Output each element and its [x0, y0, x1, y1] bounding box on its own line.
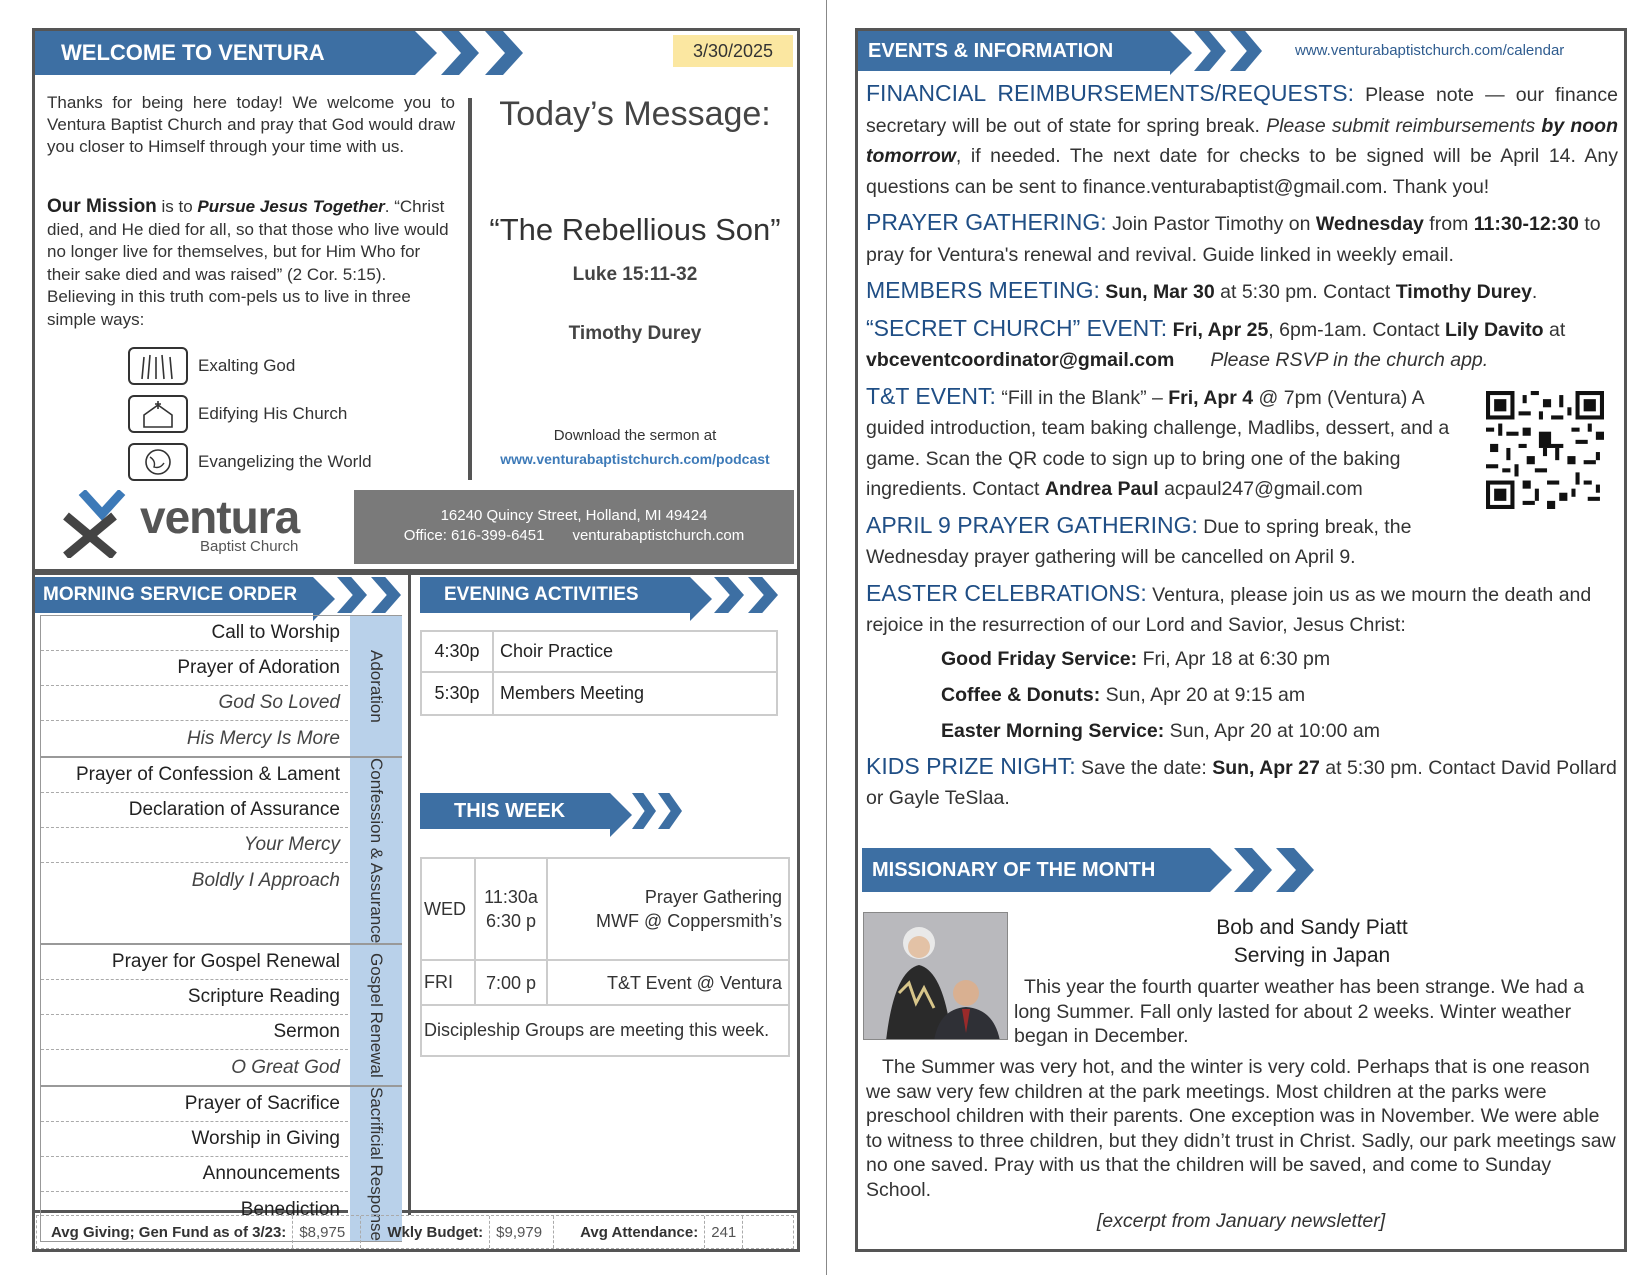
chevron-icon: [1276, 848, 1314, 892]
sermon-preacher: Timothy Durey: [568, 323, 702, 344]
event-title: APRIL 9 PRAYER GATHERING:: [866, 511, 1198, 538]
event-text: acpaul247@gmail.com: [1158, 478, 1363, 500]
event-members: [866, 275, 1618, 308]
chevron-icon: [748, 577, 778, 613]
way-evangelizing: [128, 438, 372, 486]
bulletin-date: 3/30/2025: [673, 35, 793, 67]
event-title: MEMBERS MEETING:: [866, 277, 1100, 303]
this-week-table: [420, 857, 790, 1057]
service-order-header: [35, 577, 401, 613]
event-text: Join Pastor Timothy on: [1106, 213, 1316, 235]
three-ways-list: [128, 342, 372, 486]
service-order-label: MORNING SERVICE ORDER: [35, 577, 313, 613]
evening-time: 4:30p: [422, 632, 494, 671]
way-label: Evangelizing the World: [198, 452, 372, 471]
event-title: KIDS PRIZE NIGHT:: [866, 752, 1076, 779]
event-text: at 5:30 pm. Contact: [1214, 281, 1396, 303]
mission-value: Pursue Jesus Together: [197, 197, 385, 216]
event-title: “SECRET CHURCH” EVENT:: [866, 314, 1168, 341]
evening-name: Members Meeting: [500, 683, 645, 703]
service-items: [41, 616, 348, 756]
service-item: Benediction: [240, 1198, 340, 1220]
contact-box: [354, 490, 794, 564]
chevron-icon: [1234, 848, 1272, 892]
mission-statement: [47, 196, 455, 331]
event-text: vbceventcoordinator@gmail.com: [866, 349, 1175, 371]
service-item: Prayer of Adoration: [41, 651, 348, 686]
event-text: to pray for Ventura's renewal and revival. Guide linked in weekly email.: [866, 213, 1601, 266]
event-title: FINANCIAL REIMBURSEMENTS/REQUESTS:: [866, 80, 1354, 106]
week-day: FRI: [422, 961, 476, 1004]
logo-wordmark: ventura: [140, 491, 300, 543]
easter-item: [866, 713, 1618, 749]
event-april9: [866, 510, 1466, 573]
service-item: Declaration of Assurance: [41, 793, 348, 828]
evening-table: [420, 630, 778, 716]
chevron-icon: [658, 793, 682, 829]
week-event: Prayer Gathering: [644, 887, 782, 907]
event-text: Coffee & Donuts:: [941, 683, 1101, 706]
event-text: Andrea Paul: [1044, 478, 1159, 500]
event-text: Good Friday Service:: [941, 647, 1138, 670]
church-icon: [128, 395, 188, 433]
event-easter: [866, 578, 1618, 641]
missionary-name: Bob and Sandy Piatt: [1216, 916, 1408, 939]
service-items: [41, 758, 348, 943]
event-text: Save the date:: [1075, 756, 1213, 779]
week-row: [422, 859, 788, 961]
event-text: at: [1543, 318, 1566, 341]
attendance-value: 241: [705, 1216, 743, 1248]
mission-label: Our Mission: [47, 196, 157, 217]
event-text: Timothy Durey: [1395, 281, 1532, 303]
week-row: [422, 961, 788, 1006]
event-title: PRAYER GATHERING:: [866, 209, 1107, 235]
church-address: 16240 Quincy Street, Holland, MI 49424: [440, 507, 708, 524]
chevron-icon: [632, 793, 656, 829]
qr-code-icon[interactable]: [1486, 391, 1604, 509]
message-divider: [468, 98, 472, 480]
week-times: [476, 859, 548, 959]
evening-header: [420, 577, 778, 613]
event-secret-church: [866, 313, 1618, 376]
attendance-label: Avg Attendance:: [554, 1216, 705, 1248]
service-song: O Great God: [231, 1056, 340, 1078]
evening-time: 5:30p: [422, 673, 494, 714]
service-section-text: Adoration: [367, 649, 386, 723]
service-song: God So Loved: [41, 686, 348, 721]
budget-label: Wkly Budget:: [361, 1216, 490, 1248]
event-text: Lily Davito: [1444, 318, 1544, 341]
service-section-text: Confession & Assurance: [367, 758, 386, 944]
week-times: [476, 961, 548, 1004]
evening-row: [422, 673, 776, 714]
ventura-logo: [62, 490, 332, 560]
service-group: [40, 757, 402, 944]
hands-raised-icon: [128, 347, 188, 385]
event-text: Please RSVP in the church app.: [1210, 349, 1489, 371]
chevron-icon: [1230, 31, 1262, 71]
sermon-title: “The Rebellious Son”: [489, 212, 781, 247]
service-item: Prayer for Gospel Renewal: [41, 945, 348, 980]
week-events: [548, 961, 788, 1004]
service-item: Worship in Giving: [41, 1122, 348, 1157]
chevron-icon: [1194, 31, 1226, 71]
missionary-photo: [863, 912, 1008, 1040]
this-week-header: [420, 793, 682, 829]
sermon-scripture: Luke 15:11-32: [572, 264, 698, 285]
missionary-header: [862, 848, 1314, 892]
service-group: [40, 615, 402, 757]
todays-message-heading: Today’s Message:: [499, 95, 771, 133]
event-text: Wednesday: [1315, 213, 1424, 235]
event-text: Sun, Mar 30: [1099, 281, 1215, 303]
service-section-label: [348, 945, 402, 1085]
service-item: Announcements: [41, 1157, 348, 1192]
event-text: by noon tomorrow: [866, 114, 1618, 167]
ventura-logo-mark: [62, 490, 142, 558]
service-item: Prayer of Confession & Lament: [41, 758, 348, 793]
service-song: Your Mercy: [41, 828, 348, 863]
service-item: Sermon: [41, 1015, 348, 1050]
missionary-header-label: MISSIONARY OF THE MONTH: [862, 848, 1210, 892]
welcome-header: [35, 31, 523, 75]
service-song: Boldly I Approach: [191, 869, 340, 891]
missionary-names: [1012, 914, 1612, 970]
event-text: at 5:30 pm. Contact David Pollard or Gayle TeSlaa.: [866, 756, 1617, 809]
easter-item: [866, 677, 1618, 713]
missionary-paragraph-2: The Summer was very hot, and the winter is very cold. Perhaps that is one reason we saw very few children at the park meetings. Most children at the parks were preschool children with their parents. One exception was in November. We were able to witness to three children, but they didn’t trust in Christ. Sadly, our park meetings saw no one saved. Pray with us that the children will be saved, and come to Sunday School.: [866, 1056, 1616, 1201]
chevron-icon: [337, 577, 367, 613]
event-text: Please submit reimbursements: [1266, 114, 1542, 137]
chevron-icon: [714, 577, 744, 613]
event-text: “Fill in the Blank” –: [995, 386, 1169, 409]
event-text: Sun, Apr 20 at 10:00 am: [1164, 719, 1380, 742]
service-item: Prayer of Sacrifice: [41, 1087, 348, 1122]
event-text: Fri, Apr 18 at 6:30 pm: [1137, 647, 1331, 670]
service-order-table: [40, 615, 402, 1242]
event-tt: [866, 381, 1451, 505]
missionary-paragraph-1: This year the fourth quarter weather has been strange. We had a long Summer. Fall only lasted for about 2 weeks. Winter weather began in December.: [1014, 976, 1585, 1047]
service-items: [41, 945, 348, 1085]
event-text: , if needed. The next date for checks to be signed will be April 14. Any questions can be sent to finance.venturabaptist@gmail.com. Thank you!: [866, 145, 1618, 198]
event-prayer: [866, 207, 1618, 270]
event-title: T&T EVENT:: [866, 382, 996, 409]
mission-body: . “Christ died, and He died for all, so that those who live would no longer live for themselves, but for Him Who for their sake died and was raised” (2 Cor. 5:15). Believing in this truth com-pels us to live in three simple ways:: [47, 197, 449, 329]
chevron-icon: [485, 31, 523, 75]
giving-value: $8,975: [293, 1216, 361, 1248]
way-edifying: [128, 390, 372, 438]
mission-is: is to: [156, 197, 198, 216]
event-text: Ventura, please join us as we mourn the death and rejoice in the resurrection of our Lord and Savior, Jesus Christ:: [866, 583, 1592, 636]
giving-label: Avg Giving; Gen Fund as of 3/23:: [37, 1216, 293, 1248]
week-time: 7:00 p: [485, 972, 537, 993]
chevron-icon: [371, 577, 401, 613]
this-week-label: THIS WEEK: [420, 793, 610, 829]
evening-header-label: EVENING ACTIVITIES: [420, 577, 690, 613]
service-item: Call to Worship: [41, 616, 348, 651]
week-events: [548, 859, 788, 959]
event-text: Due to spring break, the Wednesday prayer gathering will be cancelled on April 9.: [866, 515, 1412, 568]
service-group: [40, 944, 402, 1086]
globe-icon: [128, 443, 188, 481]
way-label: Edifying His Church: [198, 404, 348, 423]
service-section-label: [348, 758, 402, 943]
week-time: 6:30 p: [485, 911, 537, 931]
event-kids: [866, 751, 1618, 814]
service-section-text: Sacrificial Response: [367, 1087, 386, 1242]
service-section-text: Gospel Renewal: [367, 952, 386, 1078]
service-item: Scripture Reading: [41, 980, 348, 1015]
week-event: T&T Event @ Ventura: [606, 972, 782, 993]
evening-row: [422, 632, 776, 673]
logo-subtitle: Baptist Church: [200, 538, 299, 555]
welcome-intro: Thanks for being here today! We welcome you to Ventura Baptist Church and pray that God would draw you closer to Himself through your time with us.: [47, 93, 455, 156]
left-column-divider: [408, 575, 411, 1215]
download-text: Download the sermon at: [553, 427, 717, 444]
event-text: .: [1531, 281, 1538, 303]
way-exalting: [128, 342, 372, 390]
event-financial: [866, 78, 1618, 202]
event-text: Sun, Apr 20 at 9:15 am: [1100, 683, 1306, 706]
office-phone: Office: 616-399-6451: [403, 527, 545, 544]
event-title: EASTER CELEBRATIONS:: [866, 579, 1147, 606]
event-text: from: [1423, 213, 1474, 235]
event-text: , 6pm-1am. Contact: [1268, 318, 1445, 341]
chevron-icon: [441, 31, 479, 75]
page-fold: [826, 0, 827, 1275]
event-text: @ 7pm (Ventura) A guided introduction, team baking challenge, Madlibs, dessert, and a game. Scan the QR code to sign up to bring one of the baking ingredients. Contact: [866, 386, 1450, 500]
stats-bar: [36, 1215, 794, 1249]
week-time: 11:30a: [484, 887, 538, 907]
welcome-header-label: WELCOME TO VENTURA: [35, 31, 415, 75]
event-text: 11:30-12:30: [1473, 213, 1579, 235]
service-song: His Mercy Is More: [186, 727, 340, 749]
event-text: Please note — our finance secretary will be out of state for spring break.: [866, 84, 1619, 137]
church-website[interactable]: venturabaptistchurch.com: [572, 527, 745, 544]
podcast-link[interactable]: www.venturabaptistchurch.com/podcast: [500, 451, 770, 467]
way-label: Exalting God: [198, 356, 296, 375]
event-text: Easter Morning Service:: [941, 719, 1165, 742]
calendar-link[interactable]: www.venturabaptistchurch.com/calendar: [1295, 42, 1565, 59]
budget-value: $9,979: [490, 1216, 554, 1248]
evening-name: Choir Practice: [500, 641, 614, 661]
missionary-note: [excerpt from January newsletter]: [1096, 1210, 1386, 1232]
event-text: Fri, Apr 25: [1167, 318, 1269, 341]
event-text: Sun, Apr 27: [1212, 756, 1320, 779]
week-note: Discipleship Groups are meeting this week.: [424, 1020, 770, 1040]
easter-item: [866, 641, 1618, 677]
events-header-label: EVENTS & INFORMATION: [858, 31, 1170, 71]
week-event: MWF @ Coppersmith’s: [596, 911, 782, 931]
week-day: WED: [422, 859, 476, 959]
missionary-location: Serving in Japan: [1233, 944, 1391, 967]
service-section-label: [348, 616, 402, 756]
event-text: Fri, Apr 4: [1168, 386, 1254, 409]
events-header: [858, 31, 1262, 71]
